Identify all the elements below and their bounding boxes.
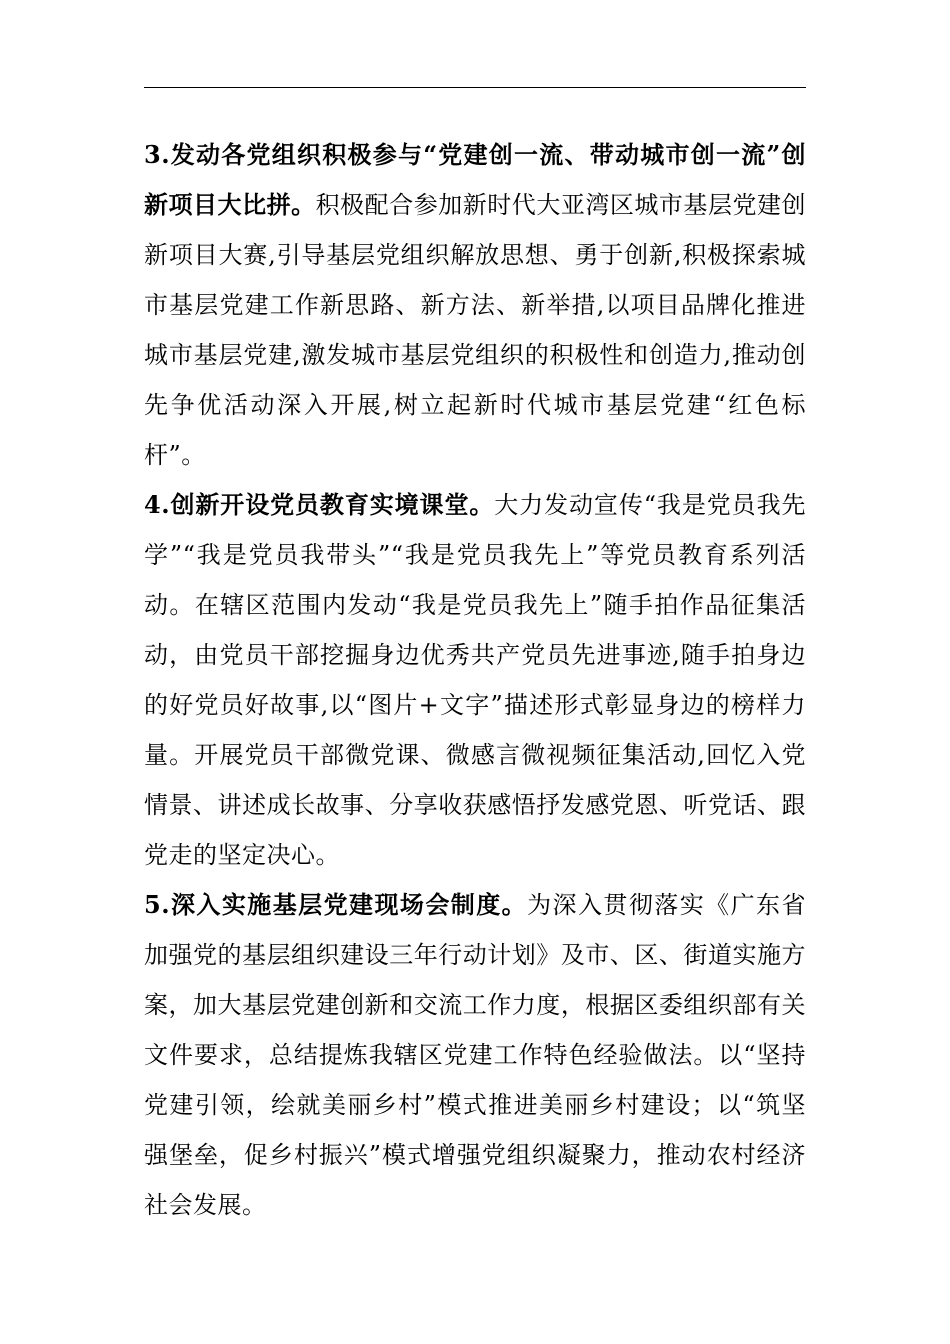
document-body	[144, 130, 806, 1230]
paragraph-5	[144, 880, 806, 1230]
paragraph-4-body: 大力发动宣传“我是党员我先学”“我是党员我带头”“我是党员我先上”等党员教育系列活动。在辖区范围内发动“我是党员我先上”随手拍作品征集活动，由党员干部挖掘身边优秀共产党员先进事迹,随手拍身边的好党员好故事,以“图片+文字”描述形式彰显身边的榜样力量。开展党员干部微党课、微感言微视频征集活动,回忆入党情景、讲述成长故事、分享收获感悟抒发感党恩、听党话、跟党走的坚定决心。	[144, 491, 806, 869]
paragraph-3-body: 积极配合参加新时代大亚湾区城市基层党建创新项目大赛,引导基层党组织解放思想、勇于创新,积极探索城市基层党建工作新思路、新方法、新举措,以项目品牌化推进城市基层党建,激发城市基层党组织的积极性和创造力,推动创先争优活动深入开展,树立起新时代城市基层党建“红色标杆”。	[144, 191, 807, 469]
paragraph-4	[144, 480, 806, 880]
paragraph-3	[144, 130, 806, 480]
paragraph-3-heading: 3.发动各党组织积极参与“党建创一流、带动城市创一流”创新项目大比拼。	[144, 140, 806, 219]
paragraph-4-heading: 4.创新开设党员教育实境课堂。	[144, 490, 495, 519]
paragraph-5-heading: 5.深入实施基层党建现场会制度。	[144, 890, 528, 919]
header-rule	[144, 87, 806, 88]
paragraph-5-body: 为深入贯彻落实《广东省加强党的基层组织建设三年行动计划》及市、区、街道实施方案，加大基层党建创新和交流工作力度，根据区委组织部有关文件要求，总结提炼我辖区党建工作特色经验做法。以“坚持党建引领，绘就美丽乡村”模式推进美丽乡村建设；以“筑坚强堡垒，促乡村振兴”模式增强党组织凝聚力，推动农村经济社会发展。	[144, 891, 806, 1219]
